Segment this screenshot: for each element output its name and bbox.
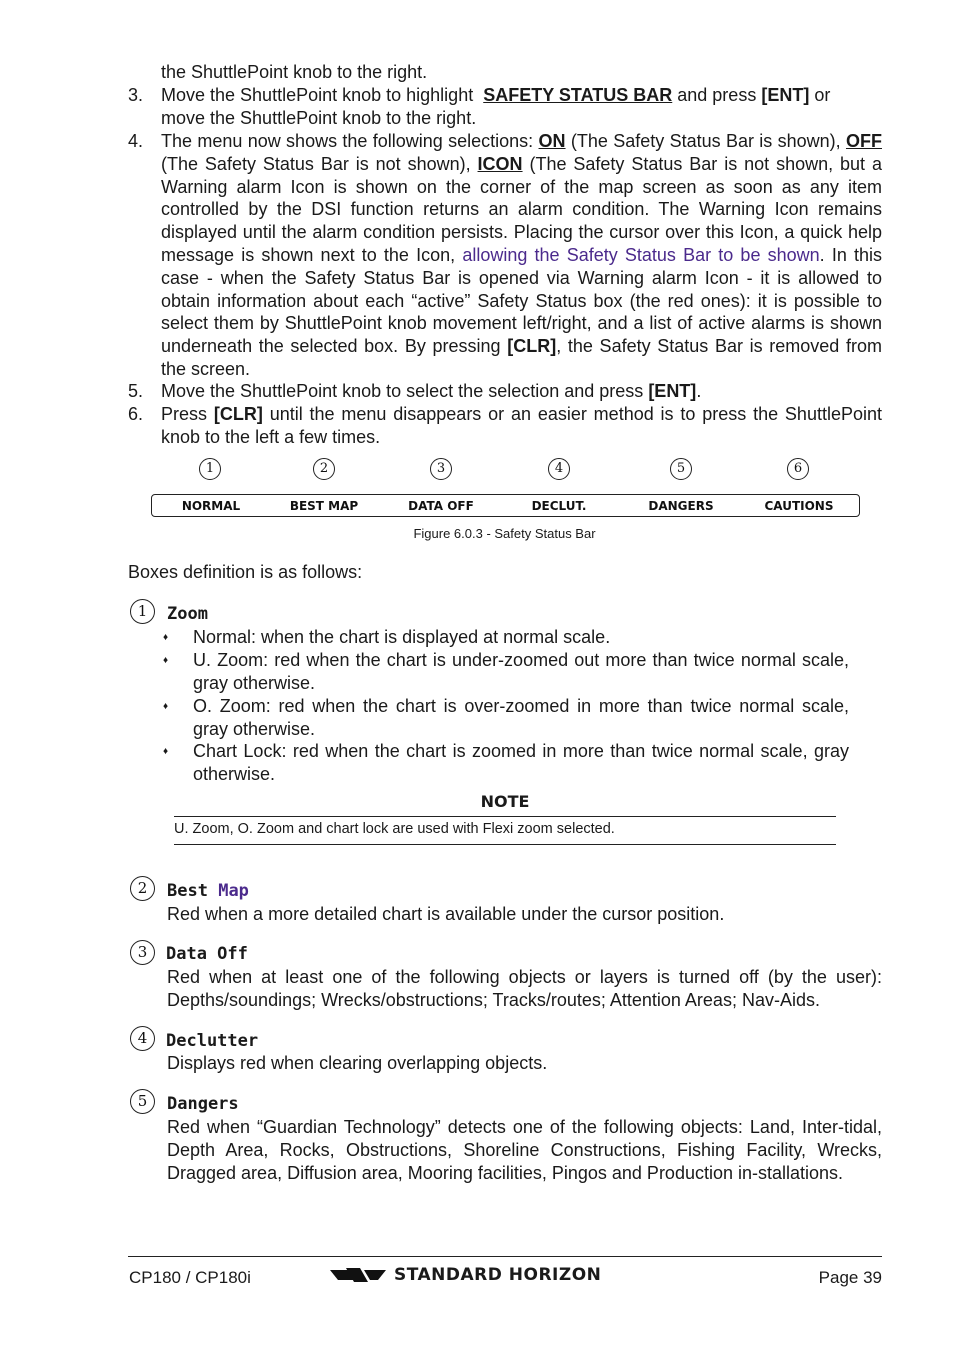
step-4-number: 4.	[128, 131, 144, 151]
step-2-continuation: the ShuttlePoint knob to the right.	[161, 62, 428, 82]
help-link-text: allowing the Safety Status Bar to be shown	[462, 244, 820, 265]
step-3-number: 3.	[128, 85, 144, 105]
on-option: ON	[538, 131, 566, 151]
box-best-map: BEST MAP	[289, 499, 359, 513]
dangers-heading: Dangers	[167, 1094, 239, 1114]
section-marker-3: 3	[130, 940, 155, 965]
section-marker-4: 4	[130, 1026, 155, 1051]
section-marker-5: 5	[130, 1089, 155, 1114]
status-bar	[151, 494, 860, 517]
zoom-bullet-4: Chart Lock: red when the chart is zoomed in more than twice normal scale, gray otherwise.	[193, 741, 849, 784]
diamond-bullet-icon: ♦	[163, 701, 169, 712]
standard-horizon-logo-icon	[330, 1266, 386, 1284]
zoom-bullet-3: O. Zoom: red when the chart is over-zoomed in more than twice normal scale, gray otherwise.	[193, 696, 849, 739]
step-6: Press [CLR] until the menu disappears or an easier method is to press the ShuttlePoint knob to the left a few times.	[161, 404, 882, 447]
marker-1: 1	[199, 458, 221, 480]
dangers-text: Red when “Guardian Technology” detects one of the following objects: Land, Inter-tidal, Depth Area, Rocks, Obstructions, Shoreline Constructions, Fishing Facility, Wrecks, Dragged area, Diffusion area, Mooring facilities, Pingos and Production in-stallations.	[167, 1117, 882, 1183]
marker-2: 2	[313, 458, 335, 480]
zoom-bullet-2: U. Zoom: red when the chart is under-zoomed out more than twice normal scale, gray otherwise.	[193, 650, 849, 693]
step-5-number: 5.	[128, 381, 144, 401]
step-6-number: 6.	[128, 404, 144, 424]
box-declut: DECLUT.	[531, 499, 587, 513]
footer-model: CP180 / CP180i	[129, 1268, 251, 1287]
figure-caption: Figure 6.0.3 - Safety Status Bar	[413, 526, 596, 541]
note-top-rule	[174, 816, 836, 817]
marker-3: 3	[430, 458, 452, 480]
marker-4: 4	[548, 458, 570, 480]
diamond-bullet-icon: ♦	[163, 632, 169, 643]
safety-status-bar-term: SAFETY STATUS BAR	[483, 85, 673, 105]
marker-5: 5	[670, 458, 692, 480]
data-off-text: Red when at least one of the following objects or layers is turned off (by the user): Depths/soundings; Wrecks/obstructions; Tracks/routes; Attention Areas; Nav-Aids.	[167, 967, 882, 1010]
step-5: Move the ShuttlePoint knob to select the selection and press [ENT].	[161, 381, 702, 401]
section-marker-1: 1	[130, 599, 155, 624]
best-map-text: Red when a more detailed chart is available under the cursor position.	[167, 904, 725, 924]
best-map-heading: Best Map	[167, 881, 249, 901]
diamond-bullet-icon: ♦	[163, 746, 169, 757]
note-text: U. Zoom, O. Zoom and chart lock are used with Flexi zoom selected.	[174, 821, 615, 837]
box-cautions: CAUTIONS	[764, 499, 834, 513]
data-off-heading: Data Off	[166, 944, 248, 964]
box-dangers: DANGERS	[648, 499, 714, 513]
footer-brand: STANDARD HORIZON	[330, 1265, 601, 1285]
section-marker-2: 2	[130, 876, 155, 901]
zoom-bullet-1: Normal: when the chart is displayed at normal scale.	[193, 627, 611, 647]
diamond-bullet-icon: ♦	[163, 655, 169, 666]
box-data-off: DATA OFF	[408, 499, 474, 513]
box-normal: NORMAL	[181, 499, 241, 513]
declutter-text: Displays red when clearing overlapping objects.	[167, 1053, 548, 1073]
boxes-intro: Boxes definition is as follows:	[128, 562, 363, 582]
marker-6: 6	[787, 458, 809, 480]
step-4: The menu now shows the following selections: ON (The Safety Status Bar is shown), OFF (The Safety Status Bar is not shown), ICON (The Safety Status Bar is not shown, but a Warning alarm Icon is shown on the corner of the map screen as soon as any item controlled by the DSI function returns an alarm condition. The Warning Icon remains displayed until the alarm condition persists. Placing the cursor over this Icon, a quick help message is shown next to the Icon, allowing the Safety Status Bar to be shown. In this case - when the Safety Status Bar is opened via Warning alarm Icon - it is allowed to obtain information about each “active” Safety Status box (the red ones): it is possible to select them by ShuttlePoint knob movement left/right, and a list of active alarms is shown underneath the selected box. By pressing [CLR], the Safety Status Bar is removed from the screen.	[161, 131, 883, 379]
declutter-heading: Declutter	[166, 1031, 259, 1051]
step-3: Move the ShuttlePoint knob to highlight SAFETY STATUS BAR and press [ENT] or move the ShuttlePoint knob to the right.	[161, 85, 831, 128]
footer-rule	[128, 1256, 882, 1257]
zoom-heading: Zoom	[167, 604, 208, 624]
note-title: NOTE	[480, 792, 530, 811]
footer-page: Page 39	[818, 1268, 882, 1287]
off-option: OFF	[845, 131, 882, 151]
note-bottom-rule	[174, 844, 836, 845]
icon-option: ICON	[477, 153, 523, 174]
